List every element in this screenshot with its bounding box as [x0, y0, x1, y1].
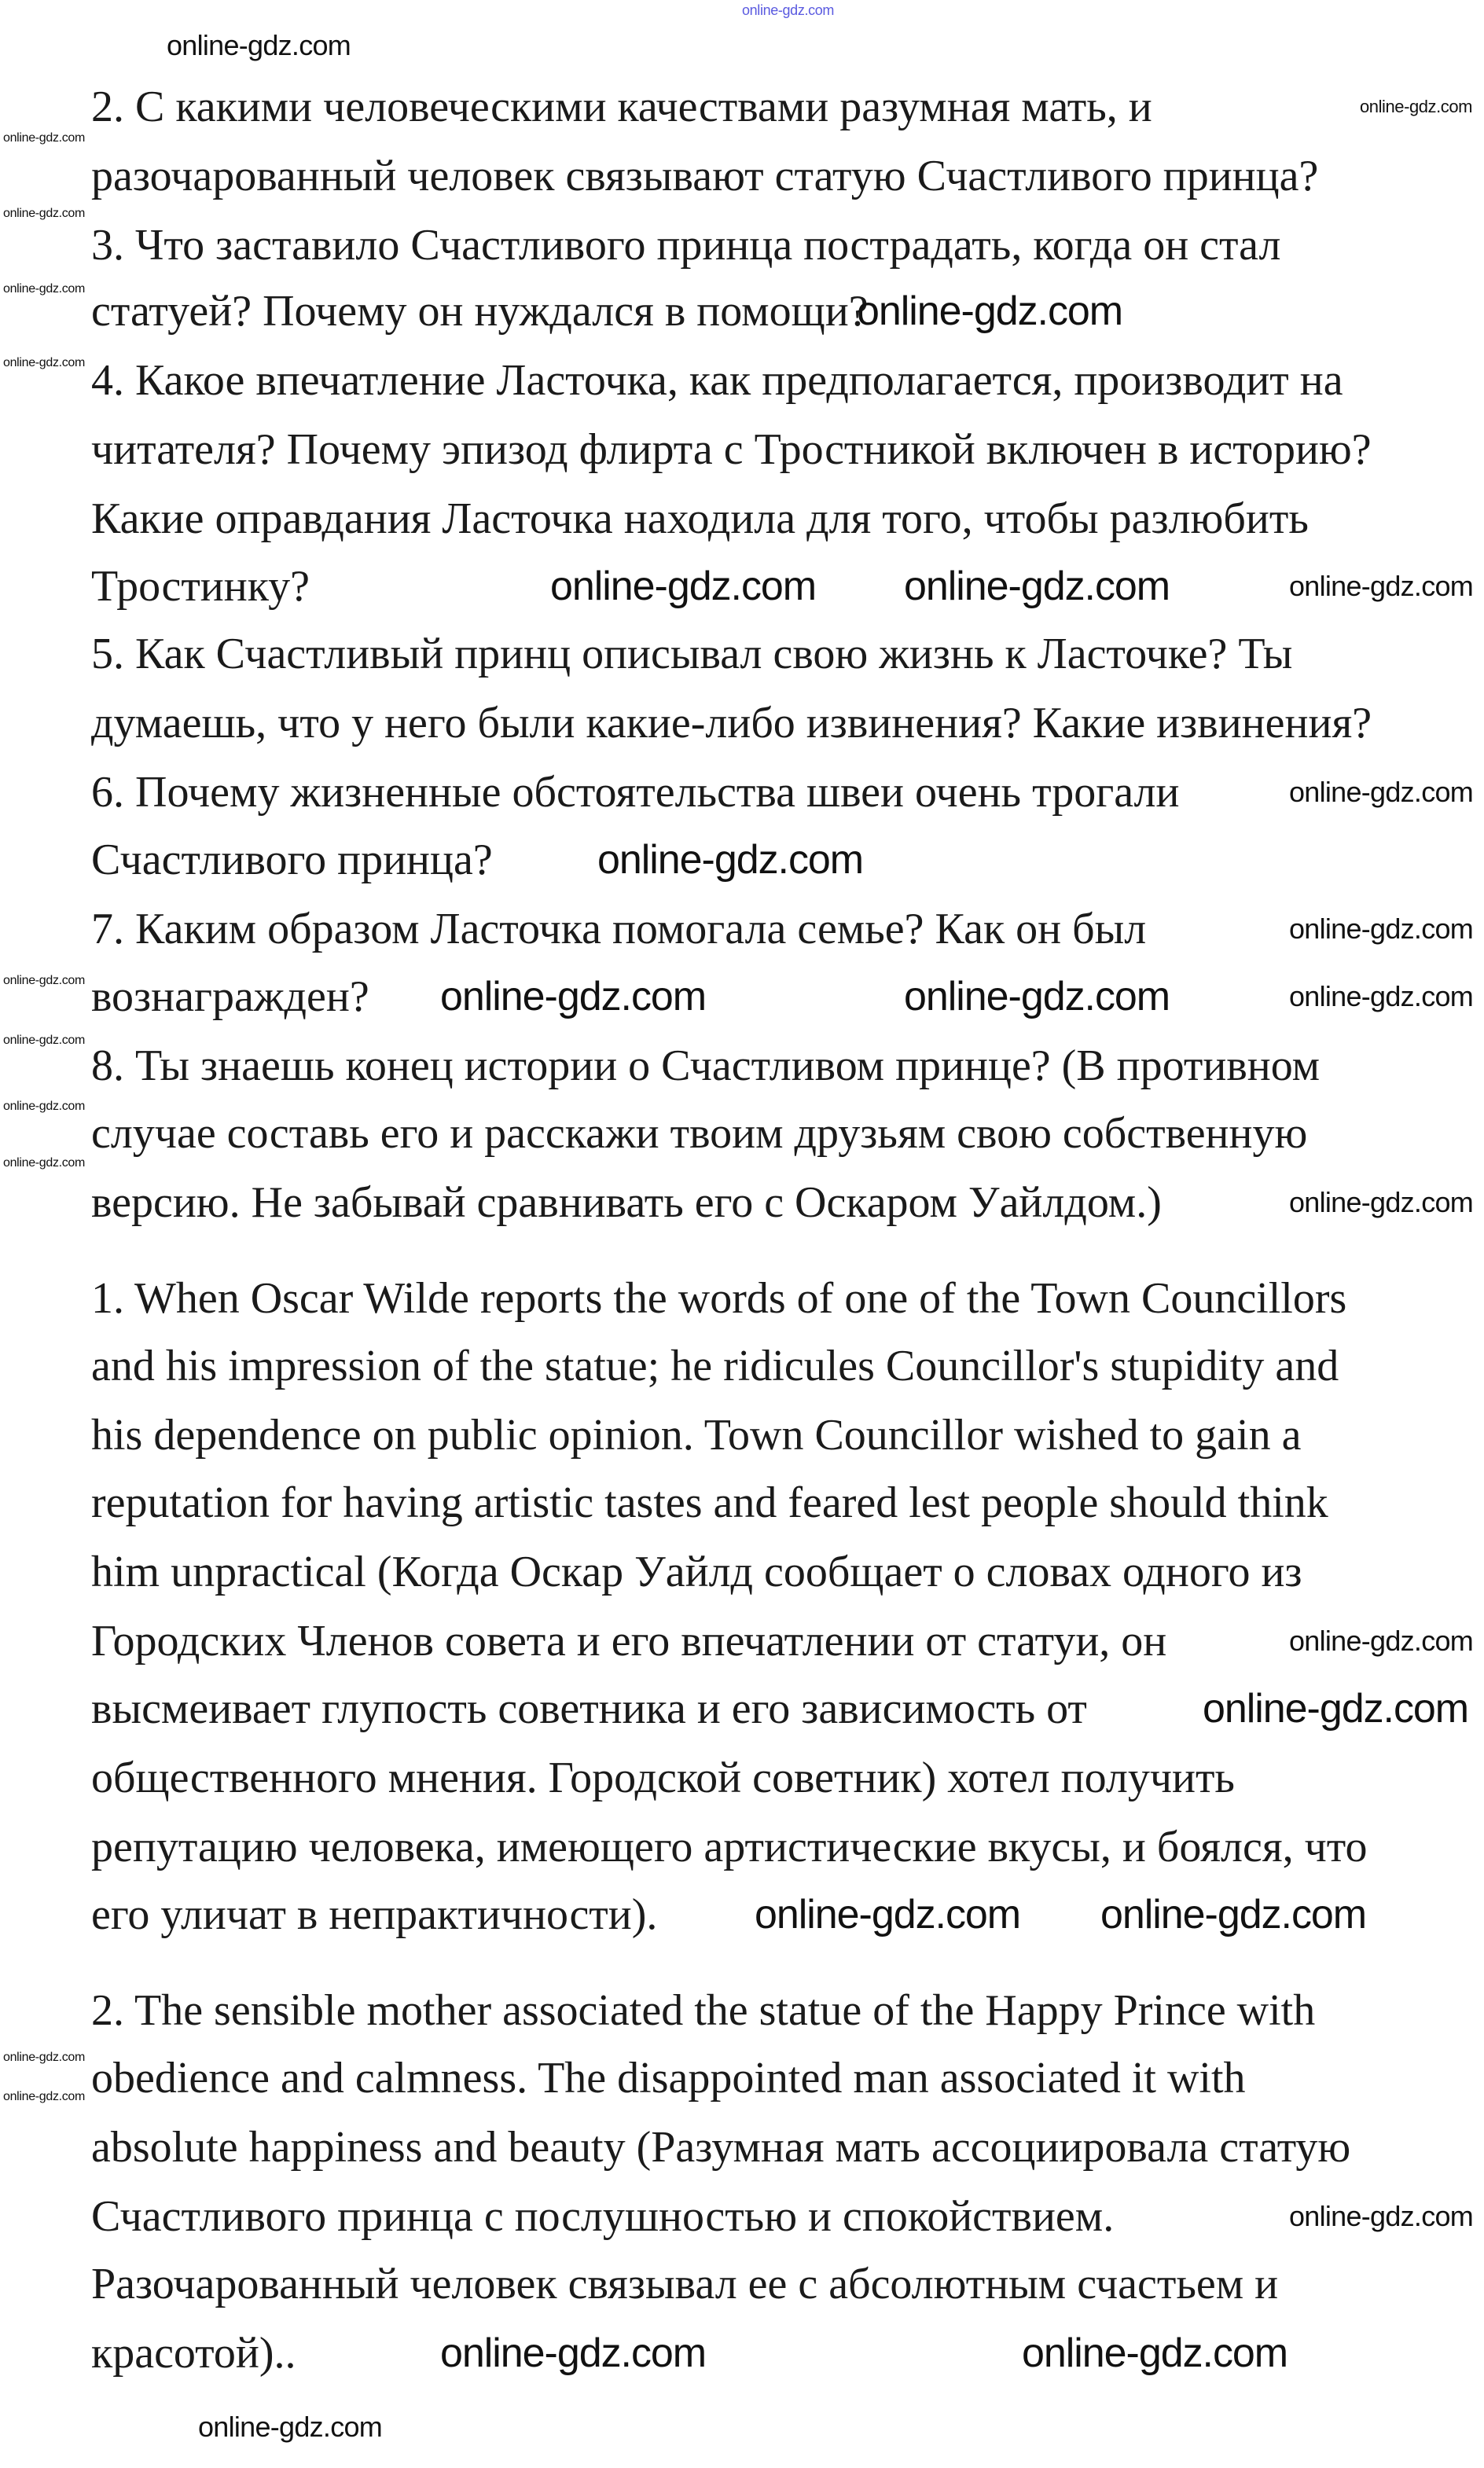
answer-2-line: obedience and calmness. The disappointed man associated it with — [91, 2054, 1246, 2103]
answer-1-line: and his impression of the statue; he ridicules Councillor's stupidity and — [91, 1342, 1339, 1390]
watermark: online-gdz.com — [742, 2, 835, 18]
question-line: статуей? Почему он нуждался в помощи? — [91, 287, 869, 336]
question-line: 5. Как Счастливый принц описывал свою жизнь к Ласточке? Ты — [91, 630, 1293, 678]
watermark: online-gdz.com — [1289, 980, 1474, 1012]
question-line: думаешь, что у него были какие-либо извинения? Какие извинения? — [91, 699, 1372, 747]
answer-1-line: репутацию человека, имеющего артистические вкусы, и боялся, что — [91, 1823, 1368, 1871]
question-line: Тростинку? — [91, 562, 310, 611]
watermark: online-gdz.com — [3, 2051, 86, 2064]
watermark: online-gdz.com — [904, 974, 1170, 1019]
watermark: online-gdz.com — [904, 564, 1170, 609]
question-line: 8. Ты знаешь конец истории о Счастливом принце? (В противном — [91, 1041, 1321, 1090]
watermark: online-gdz.com — [167, 29, 351, 61]
question-line: 2. С какими человеческими качествами разумная мать, и — [91, 83, 1152, 131]
watermark: online-gdz.com — [3, 1100, 86, 1113]
watermark: online-gdz.com — [1289, 913, 1474, 945]
watermark: online-gdz.com — [3, 356, 86, 369]
watermark: online-gdz.com — [597, 837, 864, 883]
answer-1-line: Городских Членов совета и его впечатлении от статуи, он — [91, 1617, 1167, 1666]
watermark: online-gdz.com — [755, 1892, 1021, 1937]
watermark: online-gdz.com — [3, 282, 86, 296]
question-line: 3. Что заставило Счастливого принца пострадать, когда он стал — [91, 221, 1281, 270]
question-line: версию. Не забывай сравнивать его с Оскаром Уайлдом.) — [91, 1178, 1162, 1227]
answer-1-line: высмеивает глупость советника и его зависимость от — [91, 1684, 1087, 1733]
watermark: online-gdz.com — [1022, 2330, 1288, 2376]
question-line: случае составь его и расскажи твоим друзьям свою собственную — [91, 1109, 1308, 1158]
question-line: читателя? Почему эпизод флирта с Тростникой включен в историю? — [91, 425, 1372, 474]
watermark: online-gdz.com — [1289, 776, 1474, 808]
answer-1-line: reputation for having artistic tastes and feared lest people should think — [91, 1478, 1328, 1527]
question-line: 7. Каким образом Ласточка помогала семье? Как он был — [91, 905, 1147, 953]
question-line: Счастливого принца? — [91, 836, 493, 884]
watermark: online-gdz.com — [3, 131, 86, 145]
answer-2-line: красотой).. — [91, 2329, 296, 2378]
watermark: online-gdz.com — [3, 974, 86, 987]
watermark: online-gdz.com — [440, 2330, 707, 2376]
answer-1-line: общественного мнения. Городской советник) хотел получить — [91, 1754, 1235, 1802]
answer-1-line: him unpractical (Когда Оскар Уайлд сообщает о словах одного из — [91, 1548, 1302, 1596]
watermark: online-gdz.com — [1289, 570, 1474, 602]
question-line: вознагражден? — [91, 972, 369, 1021]
question-line: 4. Какое впечатление Ласточка, как предполагается, производит на — [91, 356, 1343, 405]
question-line: Какие оправдания Ласточка находила для того, чтобы разлюбить — [91, 494, 1309, 543]
watermark: online-gdz.com — [3, 207, 86, 220]
watermark: online-gdz.com — [1289, 1625, 1474, 1657]
answer-2-line: Разочарованный человек связывал ее с абсолютным счастьем и — [91, 2260, 1279, 2308]
watermark: online-gdz.com — [550, 564, 817, 609]
watermark: online-gdz.com — [1289, 1186, 1474, 1218]
watermark: online-gdz.com — [3, 1156, 86, 1170]
answer-1-line: his dependence on public opinion. Town Councillor wished to gain a — [91, 1411, 1302, 1460]
watermark: online-gdz.com — [3, 2090, 86, 2103]
answer-2-line: Счастливого принца с послушностью и спокойствием. — [91, 2192, 1115, 2241]
watermark: online-gdz.com — [440, 974, 707, 1019]
question-line: 6. Почему жизненные обстоятельства швеи очень трогали — [91, 768, 1180, 817]
watermark: online-gdz.com — [857, 288, 1123, 334]
answer-2-line: absolute happiness and beauty (Разумная мать ассоциировала статую — [91, 2123, 1351, 2172]
watermark: online-gdz.com — [1203, 1686, 1469, 1732]
watermark: online-gdz.com — [3, 1034, 86, 1047]
watermark: online-gdz.com — [1360, 97, 1473, 116]
answer-2-line: 2. The sensible mother associated the statue of the Happy Prince with — [91, 1986, 1316, 2035]
answer-1-line: его уличат в непрактичности). — [91, 1890, 658, 1939]
watermark: online-gdz.com — [1289, 2200, 1474, 2232]
question-line: разочарованный человек связывают статую Счастливого принца? — [91, 152, 1319, 200]
watermark: online-gdz.com — [1100, 1892, 1367, 1937]
watermark: online-gdz.com — [198, 2411, 383, 2443]
answer-1-line: 1. When Oscar Wilde reports the words of one of the Town Councillors — [91, 1274, 1347, 1323]
